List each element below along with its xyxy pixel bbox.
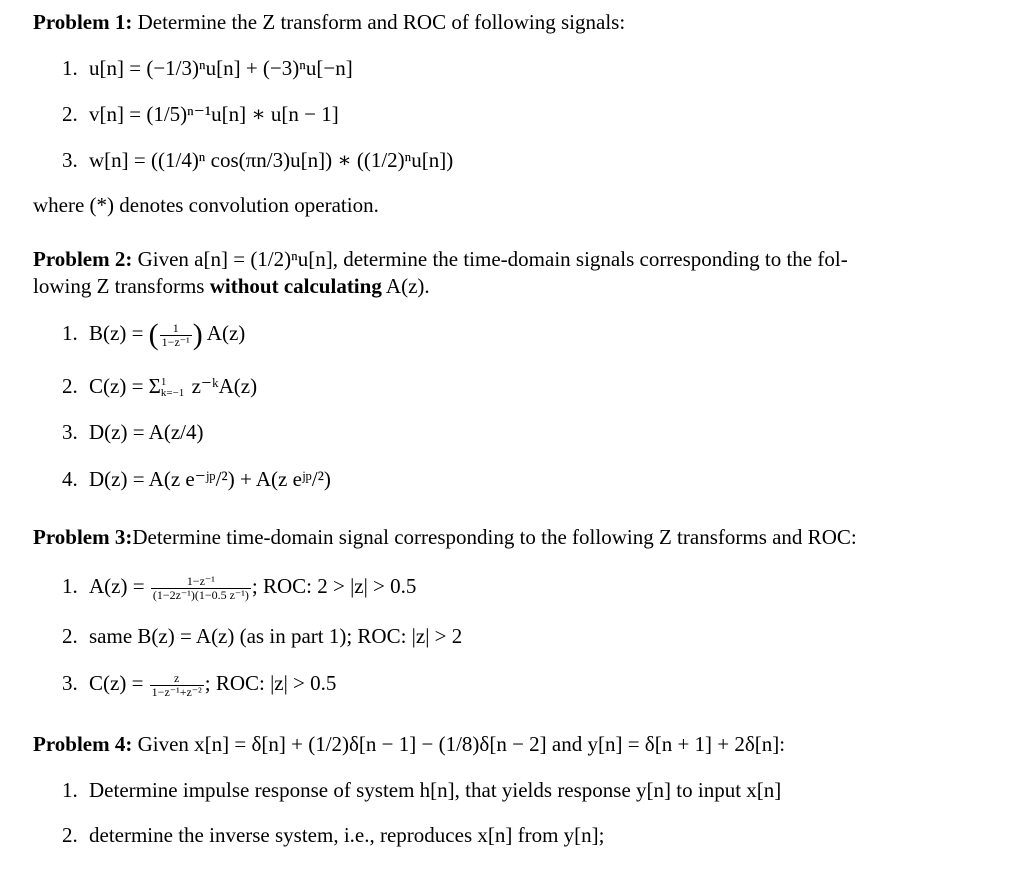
item-expression: v[n] = (1/5)ⁿ⁻¹u[n] ∗ u[n − 1] <box>89 102 339 126</box>
problem-3-item-1 <box>62 573 416 602</box>
item-number: 2. <box>62 374 78 398</box>
fraction-denominator: 1−z⁻¹+z⁻² <box>151 684 202 699</box>
open-paren: ( <box>148 318 159 352</box>
item-number: 1. <box>62 56 78 80</box>
sum-lower: k=−1 <box>160 387 185 400</box>
item-number: 2. <box>62 823 78 847</box>
fraction <box>150 672 204 699</box>
fraction <box>151 575 251 602</box>
item-expression: w[n] = ((1/4)ⁿ cos(πn/3)u[n]) ∗ ((1/2)ⁿu[n]) <box>89 148 454 172</box>
item-number: 4. <box>62 467 78 491</box>
problem-3-item-2 <box>62 623 462 649</box>
sum-upper: 1 <box>160 376 167 389</box>
item-number: 3. <box>62 148 78 172</box>
problem-4-label: Problem 4: <box>33 732 133 756</box>
problem-1-label: Problem 1: <box>33 10 133 34</box>
problem-1-intro: Determine the Z transform and ROC of following signals: <box>132 10 626 34</box>
item-expression: D(z) = A(z e⁻ʲᵖ/²) + A(z eʲᵖ/²) <box>89 467 331 491</box>
problem-3-label: Problem 3: <box>33 525 133 549</box>
item-rhs: A(z) <box>202 321 246 345</box>
problem-2-heading-line-1 <box>33 246 848 272</box>
problem-2-item-1 <box>62 318 246 352</box>
item-number: 1. <box>62 321 78 345</box>
problem-2-heading-line-2 <box>33 273 430 299</box>
item-number: 1. <box>62 778 78 802</box>
item-rhs: ; ROC: 2 > |z| > 0.5 <box>251 574 417 598</box>
problem-4-item-1 <box>62 777 781 803</box>
problem-2-item-3 <box>62 419 203 445</box>
item-expression: D(z) = A(z/4) <box>89 420 204 444</box>
item-number: 3. <box>62 671 78 695</box>
problem-2-intro-b2: A(z). <box>381 274 430 298</box>
problem-3-heading <box>33 524 857 550</box>
item-lhs: B(z) = <box>89 321 149 345</box>
item-number: 3. <box>62 420 78 444</box>
item-expression: Determine impulse response of system h[n], that yields response y[n] to input x[n] <box>89 778 782 802</box>
fraction-denominator: (1−2z⁻¹)(1−0.5 z⁻¹) <box>152 587 249 602</box>
problem-2-label: Problem 2: <box>33 247 133 271</box>
item-number: 2. <box>62 624 78 648</box>
problem-2-intro-b1: lowing Z transforms <box>33 274 210 298</box>
problem-1-item-1 <box>62 55 353 81</box>
problem-2-item-2 <box>62 373 257 399</box>
problem-1-heading <box>33 9 625 35</box>
problem-4-intro: Given x[n] = δ[n] + (1/2)δ[n − 1] − (1/8)δ[n − 2] and y[n] = δ[n + 1] + 2δ[n]: <box>132 732 786 756</box>
item-expression: u[n] = (−1/3)ⁿu[n] + (−3)ⁿu[−n] <box>89 56 353 80</box>
item-expression: same B(z) = A(z) (as in part 1); ROC: |z| > 2 <box>89 624 463 648</box>
item-expression: determine the inverse system, i.e., reproduces x[n] from y[n]; <box>89 823 605 847</box>
problem-1-item-2 <box>62 101 339 127</box>
problem-2-item-4 <box>62 466 331 492</box>
fraction-numerator: 1−z⁻¹ <box>151 575 251 589</box>
problem-2-intro-a: Given a[n] = (1/2)ⁿu[n], determine the time-domain signals corresponding to the fol- <box>132 247 848 271</box>
problem-1-note: where (*) denotes convolution operation. <box>33 193 379 217</box>
sum-limits <box>161 377 184 399</box>
problem-3-item-3 <box>62 670 336 699</box>
item-lhs: A(z) = <box>89 574 150 598</box>
item-number: 2. <box>62 102 78 126</box>
problem-2-intro-bold: without calculating <box>209 274 382 298</box>
item-number: 1. <box>62 574 78 598</box>
problem-1-item-3 <box>62 147 453 173</box>
problem-4-item-2 <box>62 822 605 848</box>
item-rhs: z⁻ᵏA(z) <box>186 374 258 398</box>
item-lhs: C(z) = <box>89 671 149 695</box>
fraction-denominator: 1−z⁻¹ <box>161 334 190 349</box>
fraction <box>160 322 192 349</box>
item-lhs: C(z) = Σ <box>89 374 161 398</box>
fraction-numerator: z <box>150 672 204 686</box>
fraction-numerator: 1 <box>160 322 192 336</box>
problem-3-intro: Determine time-domain signal corresponding to the following Z transforms and ROC: <box>132 525 857 549</box>
item-rhs: ; ROC: |z| > 0.5 <box>204 671 337 695</box>
problem-4-heading <box>33 731 785 757</box>
close-paren: ) <box>192 318 203 352</box>
